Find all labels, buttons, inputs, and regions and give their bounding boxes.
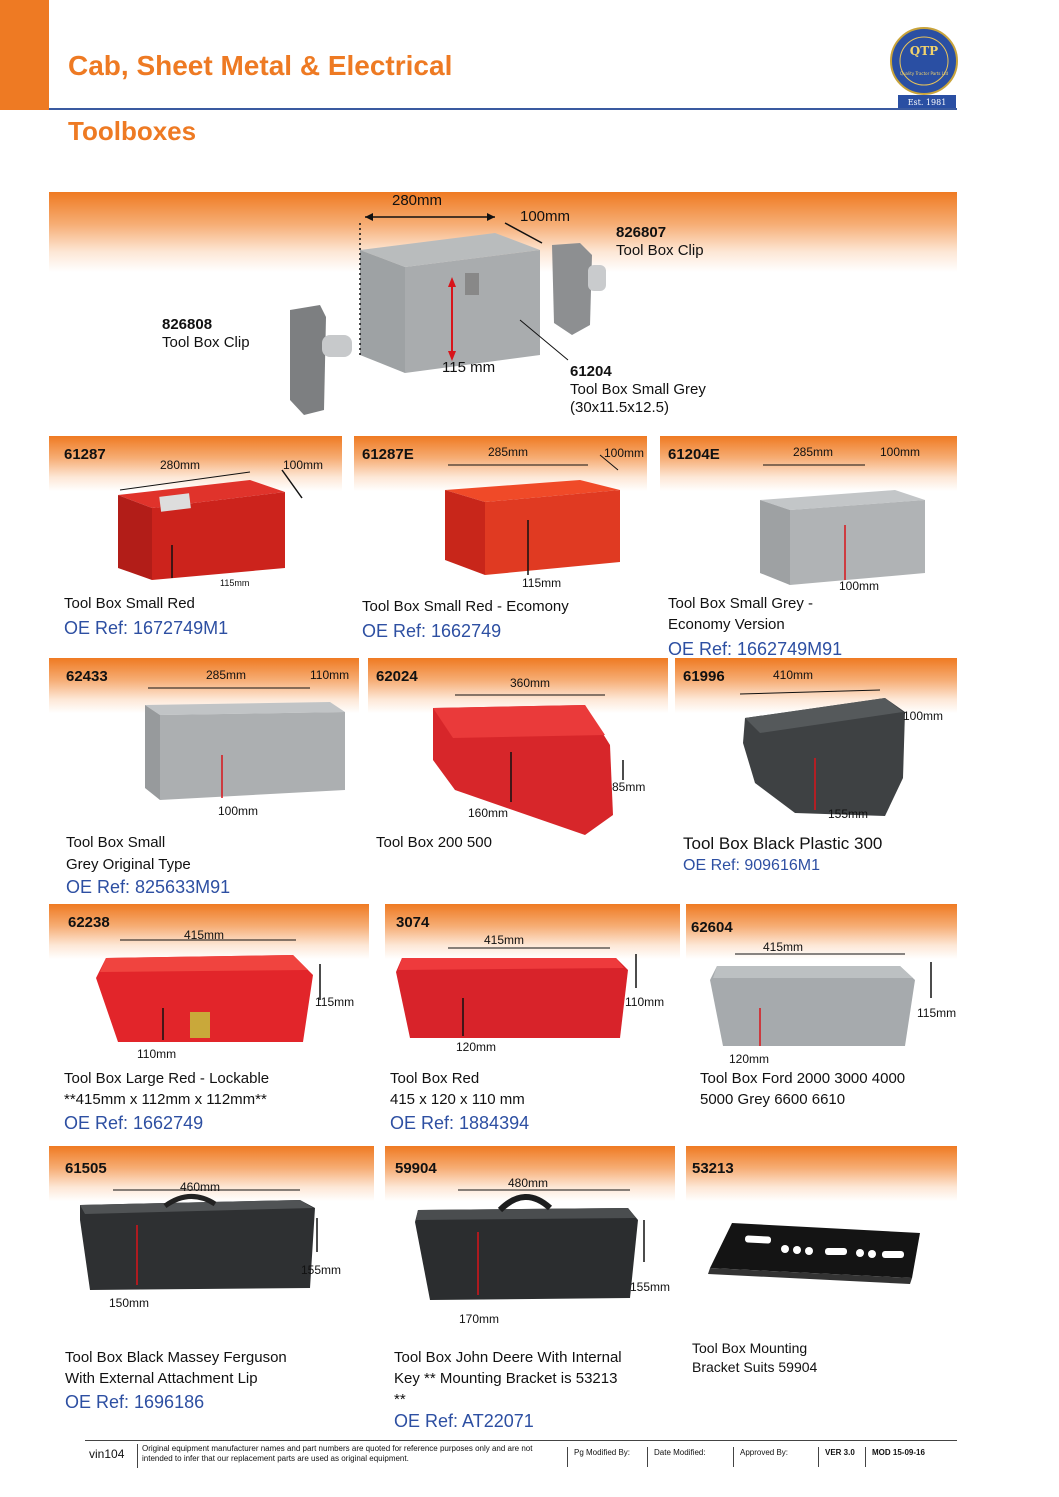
- product-desc: Tool Box Ford 2000 3000 4000: [700, 1070, 906, 1087]
- product-desc-2: Economy Version: [668, 616, 785, 633]
- product-desc-2: Key ** Mounting Bracket is 53213: [394, 1370, 618, 1387]
- dim-length: 415mm: [484, 933, 525, 947]
- dim-depth: 150mm: [109, 1296, 150, 1310]
- logo-ring-text: Quality Tractor Parts Ltd: [899, 71, 949, 76]
- dim-depth: 110mm: [137, 1047, 177, 1061]
- grey-toolbox-image: [705, 948, 955, 1058]
- dim-length: 415mm: [763, 940, 804, 954]
- product-code: 61287E: [362, 446, 414, 463]
- logo-text: QTP: [909, 44, 939, 58]
- page-code: vin104: [89, 1447, 125, 1461]
- product-desc: Tool Box Small Red - Ecomony: [362, 598, 569, 615]
- dim-length: 480mm: [508, 1176, 549, 1190]
- section-title: Toolboxes: [68, 116, 197, 146]
- dim-length: 280mm: [160, 458, 201, 472]
- footer-version: VER 3.0: [818, 1447, 855, 1467]
- dim-height: 155mm: [828, 807, 869, 821]
- product-desc-2: 5000 Grey 6600 6610: [700, 1091, 846, 1108]
- dim-length: 285mm: [793, 445, 834, 459]
- dim-depth: 100mm: [903, 709, 944, 723]
- clip-right-name: Tool Box Clip: [616, 242, 704, 259]
- hero-dim-length: 280mm: [392, 192, 443, 209]
- header-accent-block: [0, 0, 49, 110]
- hero-box-name: Tool Box Small Grey: [570, 381, 706, 398]
- header-divider: [49, 108, 957, 110]
- red-toolbox-image: [110, 460, 310, 590]
- product-code: 61204E: [668, 446, 720, 463]
- hero-dim-height: 115 mm: [442, 359, 496, 376]
- product-desc-2: Bracket Suits 59904: [692, 1359, 818, 1375]
- dim-height: 115mm: [220, 578, 250, 588]
- product-desc: Tool Box Black Massey Ferguson: [65, 1349, 287, 1366]
- dim-height: 155mm: [630, 1280, 671, 1294]
- disclaimer-note: Original equipment manufacturer names and part numbers are quoted for reference purposes only and are not intended to infer that our replacement parts are used as original equipment.: [137, 1444, 562, 1468]
- product-code: 62604: [691, 919, 733, 936]
- dim-depth: 100mm: [604, 446, 645, 460]
- page-footer: [85, 1440, 957, 1471]
- product-oe-ref: OE Ref: 1884394: [390, 1113, 530, 1133]
- product-oe-ref: OE Ref: 1662749: [362, 621, 502, 641]
- product-desc: Tool Box Mounting: [692, 1340, 808, 1356]
- product-oe-ref: OE Ref: 1696186: [65, 1392, 205, 1412]
- product-code: 62433: [66, 668, 108, 685]
- footer-mod-date: MOD 15-09-16: [865, 1447, 925, 1467]
- product-code: 59904: [395, 1160, 437, 1177]
- dim-length: 410mm: [773, 668, 814, 682]
- product-code: 61287: [64, 446, 106, 463]
- logo-est: Est. 1981: [907, 98, 947, 107]
- product-desc: Tool Box Small Grey -: [668, 595, 814, 612]
- red-toolbox-image: [388, 940, 648, 1050]
- dim-height: 100mm: [218, 804, 259, 818]
- grey-toolbox-image: [140, 680, 350, 810]
- dim-depth: 170mm: [459, 1312, 500, 1326]
- dim-depth: 120mm: [729, 1052, 770, 1066]
- footer-approved-by: Approved By:: [733, 1447, 788, 1467]
- dim-depth: 85mm: [612, 780, 646, 794]
- dim-length: 415mm: [184, 928, 225, 942]
- dim-depth: 120mm: [456, 1040, 497, 1054]
- page-title: Cab, Sheet Metal & Electrical: [68, 50, 453, 81]
- dim-height: 115mm: [522, 576, 562, 590]
- dim-height: 160mm: [468, 806, 509, 820]
- dim-length: 285mm: [206, 668, 247, 682]
- product-desc: Tool Box John Deere With Internal: [394, 1349, 622, 1366]
- dim-depth: 110mm: [310, 668, 350, 682]
- dim-height: 100mm: [839, 579, 880, 593]
- clip-left-code: 826808: [162, 316, 213, 333]
- footer-modified-by: Pg Modified By:: [567, 1447, 630, 1467]
- dim-height: 115mm: [315, 995, 355, 1009]
- product-desc: Tool Box Large Red - Lockable: [64, 1070, 270, 1087]
- footer-date-modified: Date Modified:: [647, 1447, 706, 1467]
- red-toolbox-image: [425, 690, 655, 850]
- mounting-bracket-image: [700, 1218, 940, 1293]
- product-oe-ref: OE Ref: 1672749M1: [64, 618, 229, 638]
- product-desc-2: 415 x 120 x 110 mm: [390, 1091, 525, 1108]
- product-oe-ref: OE Ref: 909616M1: [683, 857, 820, 874]
- clip-right-code: 826807: [616, 224, 667, 241]
- hero-dim-depth: 100mm: [520, 208, 571, 225]
- dim-length: 285mm: [488, 445, 529, 459]
- dim-height: 155mm: [301, 1263, 342, 1277]
- product-desc-2: Grey Original Type: [66, 856, 191, 873]
- qtp-logo: [888, 25, 958, 109]
- product-code: 61996: [683, 668, 725, 685]
- grey-toolbox-image: [755, 455, 945, 595]
- dim-depth: 100mm: [880, 445, 921, 459]
- product-desc-2: With External Attachment Lip: [65, 1370, 258, 1387]
- black-toolbox-image: [75, 1180, 320, 1310]
- hero-box-code: 61204: [570, 363, 612, 380]
- product-desc: Tool Box 200 500: [376, 834, 492, 851]
- red-toolbox-image: [88, 930, 338, 1060]
- product-oe-ref: OE Ref: AT22071: [394, 1411, 534, 1431]
- dim-length: 460mm: [180, 1180, 221, 1194]
- product-code: 62238: [68, 914, 110, 931]
- red-toolbox-image: [440, 450, 640, 590]
- hero-box-size: (30x11.5x12.5): [570, 399, 669, 416]
- product-oe-ref: OE Ref: 1662749: [64, 1113, 204, 1133]
- product-desc: Tool Box Black Plastic 300: [683, 834, 883, 853]
- dim-height: 110mm: [625, 995, 665, 1009]
- dim-depth: 100mm: [283, 458, 324, 472]
- product-code: 61505: [65, 1160, 107, 1177]
- product-desc: Tool Box Small: [66, 834, 166, 851]
- clip-left-name: Tool Box Clip: [162, 334, 250, 351]
- product-desc-2: **415mm x 112mm x 112mm**: [64, 1091, 267, 1108]
- product-code: 3074: [396, 914, 430, 931]
- product-code: 62024: [376, 668, 418, 685]
- dim-length: 360mm: [510, 676, 551, 690]
- black-toolbox-image: [410, 1180, 660, 1315]
- product-desc: Tool Box Small Red: [64, 595, 195, 612]
- dim-height: 115mm: [917, 1006, 957, 1020]
- product-oe-ref: OE Ref: 825633M91: [66, 877, 231, 897]
- product-oe-ref: OE Ref: 1662749M91: [668, 639, 843, 659]
- product-desc-3: **: [394, 1391, 406, 1408]
- product-code: 53213: [692, 1160, 734, 1177]
- product-desc: Tool Box Red: [390, 1070, 480, 1087]
